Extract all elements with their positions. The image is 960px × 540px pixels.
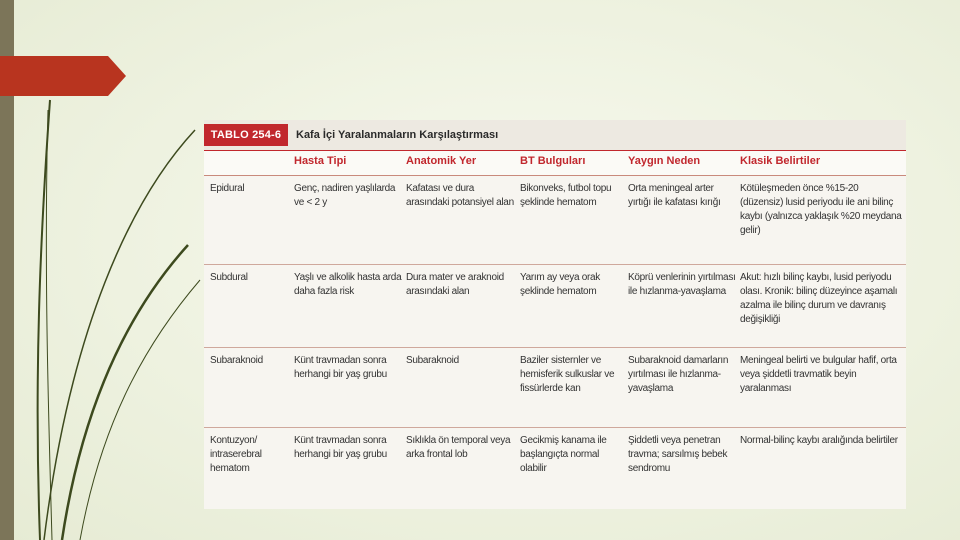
row-label: Subaraknoid — [210, 355, 263, 366]
table-cell: Akut: hızlı bilinç kaybı, lusid periyodu olası. Kronik: bilinç düzeyince aşamalı azalma ile bilinç durum ve davranış değişikliği — [740, 272, 898, 325]
table-cell: Yarım ay veya orak şeklinde hematom — [520, 272, 601, 297]
table-badge: TABLO 254-6 — [204, 124, 288, 146]
table-cell: Künt travmadan sonra herhangi bir yaş grubu — [294, 355, 387, 380]
table-title: Kafa İçi Yaralanmaların Karşılaştırması — [296, 129, 499, 141]
row-label: Kontuzyon/ intraserebral hematom — [210, 435, 262, 474]
table-cell: Şiddetli veya penetran travma; sarsılmış bebek sendromu — [628, 435, 728, 474]
table-row — [204, 265, 906, 348]
table-row — [204, 428, 906, 509]
column-header-anatomic-location: Anatomik Yer — [406, 155, 477, 167]
table-cell: Normal-bilinç kaybı aralığında belirtiler — [740, 435, 898, 446]
table-header-bar — [204, 120, 906, 152]
table-row — [204, 348, 906, 428]
column-header-ct-findings: BT Bulguları — [520, 155, 586, 167]
table-cell: Gecikmiş kanama ile başlangıçta normal olabilir — [520, 435, 607, 474]
table-cell: Bikonveks, futbol topu şeklinde hematom — [520, 183, 612, 208]
column-header-row — [204, 151, 906, 176]
table-row — [204, 176, 906, 265]
table-cell: Kafatası ve dura arasındaki potansiyel alan — [406, 183, 514, 208]
table-cell: Dura mater ve araknoid arasındaki alan — [406, 272, 504, 297]
table-cell: Köprü venlerinin yırtılması ile hızlanma-yavaşlama — [628, 272, 736, 297]
table-cell: Subaraknoid damarların yırtılması ile hızlanma-yavaşlama — [628, 355, 729, 394]
table-cell: Yaşlı ve alkolik hasta arda daha fazla risk — [294, 272, 402, 297]
comparison-table-image — [204, 120, 906, 509]
table-cell: Baziler sisternler ve hemisferik sulkuslar ve fissürlerde kan — [520, 355, 615, 394]
table-cell: Künt travmadan sonra herhangi bir yaş grubu — [294, 435, 387, 460]
column-header-common-cause: Yaygın Neden — [628, 155, 701, 167]
table-cell: Kötüleşmeden önce %15-20 (düzensiz) lusid periyodu ile ani bilinç kaybı (yalnızca yaklaşık %20 meydana gelir) — [740, 183, 902, 236]
table-cell: Orta meningeal arter yırtığı ile kafatası kırığı — [628, 183, 721, 208]
table-cell: Genç, nadiren yaşlılarda ve < 2 y — [294, 183, 396, 208]
table-cell: Subaraknoid — [406, 355, 459, 366]
column-header-classic-signs: Klasik Belirtiler — [740, 155, 821, 167]
column-header-patient-type: Hasta Tipi — [294, 155, 347, 167]
table-cell: Meningeal belirti ve bulgular hafif, orta veya şiddetli travmatik beyin yaralanması — [740, 355, 897, 394]
table-cell: Sıklıkla ön temporal veya arka frontal lob — [406, 435, 511, 460]
row-label: Subdural — [210, 272, 248, 283]
row-label: Epidural — [210, 183, 245, 194]
